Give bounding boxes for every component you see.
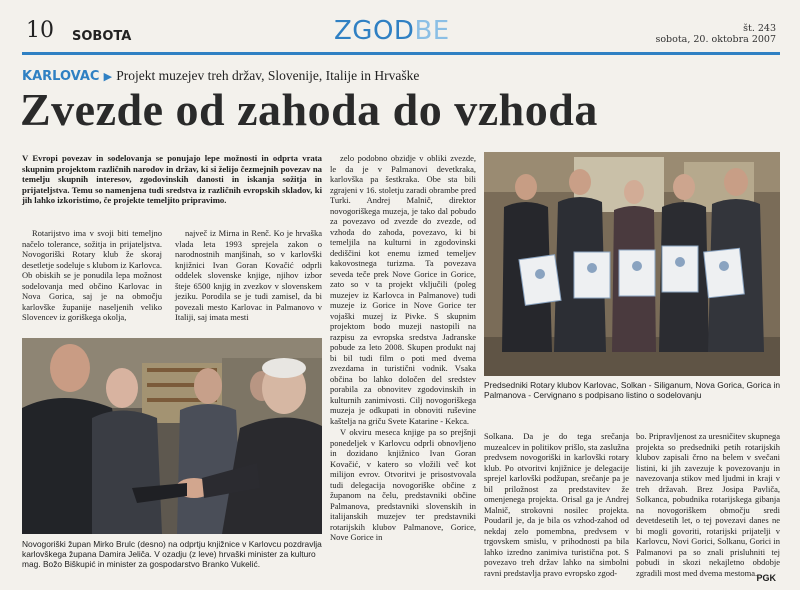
article-column-2 (175, 228, 322, 323)
article-column-1 (22, 228, 162, 323)
library-opening-photo (22, 338, 322, 534)
author-signature: PGK (756, 573, 776, 583)
arrow-right-icon: ▶ (103, 70, 113, 83)
column-1-text: Rotarijstvo ima v svoji biti temeljno načelo tolerance, sožitja in prijateljstva. Novogoriški Rotary klub že skoraj desetletje sodeluje s klubom iz Karlovca. Ob obiskih se je ponudila lepa možnost sodelovanja med občino Karlovac in Nova Gorica, saj je na območju karlovške županije naseljenih veliko Slovencev iz goriškega okolja, (22, 228, 162, 322)
column-3-text: zelo podobno obzidje v obliki zvezde, le da je v Palmanovi devetkraka, karlovška pa šestkraka. Obe sta bili zgrajeni v 16. stoletju zaradi obrambe pred Turki. Andrej Malnič, direktor novogoriškega muzeja, je tako dal pobudo za povezavo od zvezde do zvezde, od vzhoda do zahoda, povezavo, ki bi temeljila na kulturni in zgodovinski dediščini kot enemu izmed temeljev kakovostnega turizma. Ta povezava seveda teče prek Nove Gorice in Gorice, zato so v ta projekt vključili (poleg muzejev iz Karlovca in Palmanove) tudi muzeje iz Gorice in Nove Gorice ter vojaški muzej iz Pivke. S skupnim projektom bodo muzeji nastopili na razpisu za evropska sredstva Jadranske pobude za leto 2008. Skupen produkt naj bi bil tudi film o poti med dvema zvezdama in turistični vodnik. Vsaka občina bo lahko določen del sredstev porabila za obnovitev zgodovinskih in kulturnih zanimivosti. Cilj novogoriškega muzeja je odkupati in obnoviti ruševine kaštelja na griču Svete Katarine - Kekca. (330, 153, 476, 426)
article-column-3b (330, 427, 476, 543)
section-title-light: BE (414, 16, 450, 46)
headline: Zvezde od zahoda do vzhoda (20, 84, 598, 135)
header-rule (22, 52, 780, 55)
column-4-text: Solkana. Da je do tega srečanja muzealcev in politikov prišlo, sta zaslužna predvsem novogoriški in karlovški rotary klub. Po otvoritvi knjižnice je delegacije sprejel karlovški podžupan, srečanje pa je bil priložnost za predstavitev že omenjenega projekta. Orisal ga je Andrej Malnič, strokovni nosilec projekta. Poudaril je, da je bila os vzhod-zahod od nekdaj zelo pomembna, predvsem v trgovskem smislu, v prihodnosti pa bila lahko izredno zanimiva turistična pot. S povezavo treh držav lahko na simbolni ravni predstavlja pravo evropsko zgod- (484, 431, 629, 578)
page-number: 10 (26, 18, 54, 43)
article-column-4 (484, 431, 629, 578)
rotary-photo-caption: Predsedniki Rotary klubov Karlovac, Solkan - Siliganum, Nova Gorica, Gorica in Palmanova - Cervignano s podpisano listino o sodelovanju (484, 380, 781, 400)
issue-info (655, 23, 776, 45)
column-3b-text: V okviru meseca knjige pa so prejšnji ponedeljek v Karlovcu odprli obnovljeno in dozidano knjižnico Ivan Goran Kovačić, v katero so vložili več kot milijon evrov. Otvoritvi je prisostvovala tudi delegacija novogoriške občine z županom na čelu, predstavniki občine Palmanova, predstavniki slovenskih in italijanskih muzejev ter predstavniki rotarijskih klubov Palmanove, Gorice, Nove Gorice in (330, 427, 476, 542)
lead-paragraph: V Evropi povezav in sodelovanja se ponujajo lepe možnosti in odprta vrata skupnim projektom različnih narodov in držav, ki si želijo čezmejnih povezav na temelju skupnih interesov, zgodovinskih danosti in iskanja sožitja in prijateljstva. Temu so namenjena tudi sredstva iz različnih evropskih skladov, ki jih lahko izkoristimo, če projekte temeljito pripravimo. (22, 153, 322, 206)
library-photo-caption: Novogoriški župan Mirko Brulc (desno) na odprtju knjižnice v Karlovcu pozdravlja karlovškega župana Damira Jeliča. V ozadju (z leve) hrvaški minister za kulturo mag. Božo Biškupić in minister za gospodarstvo Branko Vukelić. (22, 539, 322, 569)
section-title-main: ZGOD (334, 16, 415, 46)
rotary-presidents-photo (484, 152, 780, 376)
day-label: SOBOTA (72, 29, 132, 44)
issue-date: sobota, 20. oktobra 2007 (655, 34, 776, 45)
article-column-3 (330, 153, 476, 426)
column-2-text: največ iz Mirna in Renč. Ko je hrvaška vlada leta 1993 sprejela zakon o narodnostnih manjšinah, so v karlovški knjižnici Ivan Goran Kovačić odprli oddelek slovenske knjige, njihov izbor šteje 6500 knjig in zvezkov v slovenskem jeziku. Porodila se je tudi zamisel, da bi povezali mesto Karlovac in Palmanovo v Italiji, saj imata mesti (175, 228, 322, 322)
kicker-topic: Projekt muzejev treh držav, Slovenije, Italije in Hrvaške (116, 68, 420, 83)
article-column-5 (636, 431, 780, 578)
kicker-region: KARLOVAC (22, 69, 100, 84)
section-title (334, 16, 450, 46)
column-5-text: bo. Pripravljenost za uresničitev skupnega projekta so predsedniki petih rotarijskih klubov zapisali črno na belem v svečani listini, ki jih zavezuje k povezovanju in navezovanja stikov med ljudmi in kraji v treh državah. Brez Josipa Pavliča, Solkanca, pobudnika rotarijskega gibanja na novogoriškem območju sredi devetdesetih let, o tej povezavi danes ne bi mogli govoriti, rotarijski prijatelji v Karlovcu, Novi Gorici, Solkanu, Gorici in Palmanovi pa so znali prisluhniti tej pobudi in skozi nekajletno obdobje zgradili most med dvema mestoma. (636, 431, 780, 578)
issue-number: št. 243 (743, 23, 776, 34)
